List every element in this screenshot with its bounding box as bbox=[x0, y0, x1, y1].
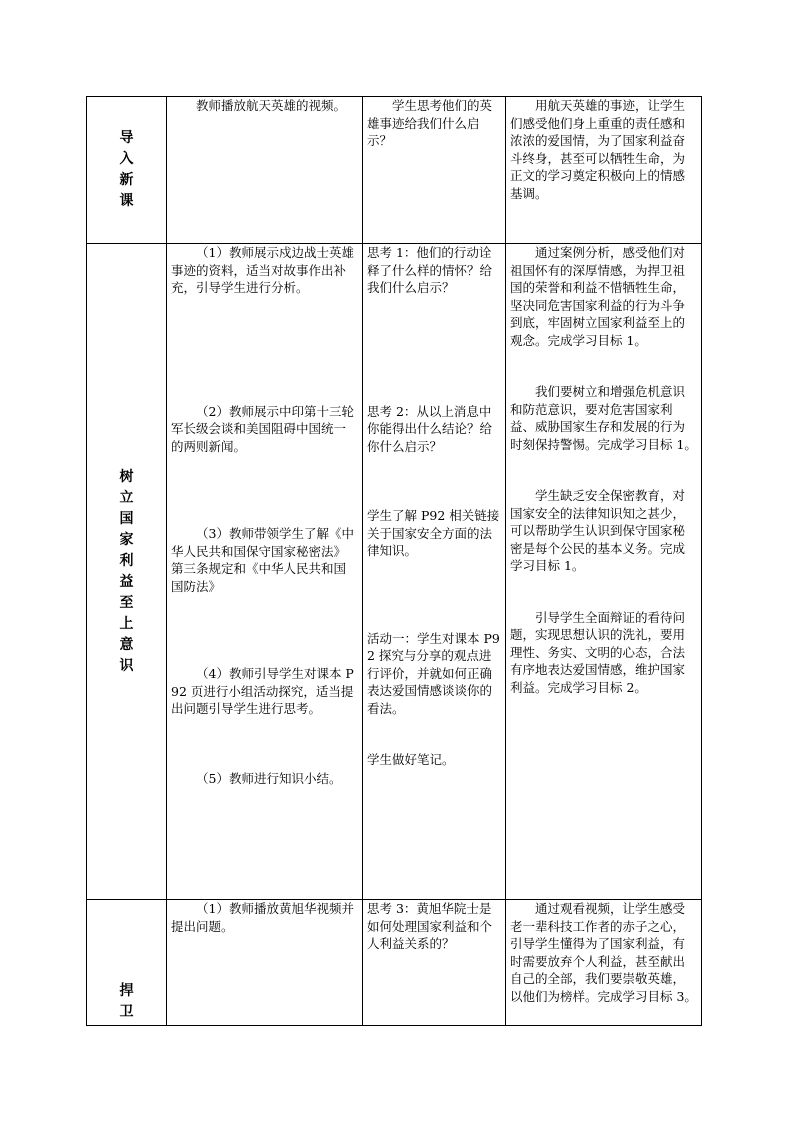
lesson-plan-table bbox=[86, 96, 702, 1026]
table-row bbox=[87, 244, 702, 900]
teacher-activity-cell bbox=[167, 244, 363, 900]
stage-char: 上 bbox=[119, 615, 134, 632]
stage-cell bbox=[87, 97, 167, 244]
student-activity-text: 学生做好笔记。 bbox=[367, 752, 455, 767]
design-intent-cell bbox=[506, 900, 702, 1026]
table-row bbox=[87, 97, 702, 244]
teacher-activity-text: （5）教师进行知识小结。 bbox=[196, 770, 342, 786]
student-activity-text: 思考 2：从以上消息中你能得出什么结论？给你什么启示？ bbox=[367, 403, 493, 454]
teacher-activity-text: （1）教师展示戍边战士英雄事迹的资料，适当对故事作出补充，引导学生进行分析。 bbox=[171, 245, 354, 295]
design-intent-cell bbox=[506, 97, 702, 244]
design-intent-text: 通过观看视频，让学生感受老一辈科技工作者的赤子之心，引导学生懂得为了国家利益，有时需要放弃个人利益，甚至献出自己的全部，我们要崇敬英雄，以他们为榜样。完成学习目标 3。 bbox=[510, 901, 697, 1004]
teacher-activity-text: （4）教师引导学生对课本 P92 页进行小组活动探究，适当提出问题引导学生进行思考。 bbox=[171, 666, 354, 716]
stage-char: 课 bbox=[119, 193, 134, 209]
table-row bbox=[87, 900, 702, 1026]
teacher-activity-text: （3）教师带领学生了解《中华人民共和国保守国家秘密法》第三条规定和《中华人民共和国国防法》 bbox=[171, 526, 354, 594]
teacher-activity-text: 教师播放航天英雄的视频。 bbox=[196, 98, 347, 113]
stage-char: 利 bbox=[119, 552, 134, 569]
student-activity-cell bbox=[363, 244, 506, 900]
teacher-activity-text: （1）教师播放黄旭华视频并提出问题。 bbox=[171, 901, 354, 934]
student-activity-text: 学生思考他们的英雄事迹给我们什么启示？ bbox=[367, 98, 493, 148]
design-intent-cell bbox=[506, 244, 702, 900]
student-activity-cell bbox=[363, 900, 506, 1026]
stage-char: 立 bbox=[119, 489, 134, 506]
teacher-activity-cell bbox=[167, 900, 363, 1026]
stage-char: 至 bbox=[119, 594, 134, 611]
stage-char: 卫 bbox=[119, 1004, 134, 1020]
stage-char: 识 bbox=[119, 657, 134, 674]
design-intent-text: 我们要树立和增强危机意识和防范意识，要对危害国家利益、威胁国家生存和发展的行为时刻保持警惕。完成学习目标 1。 bbox=[510, 384, 697, 452]
teacher-activity-cell bbox=[167, 97, 363, 244]
stage-char: 家 bbox=[119, 531, 134, 548]
stage-char: 入 bbox=[119, 151, 134, 167]
stage-char: 国 bbox=[119, 510, 134, 527]
design-intent-text: 用航天英雄的事迹，让学生们感受他们身上重重的责任感和浓浓的爱国情，为了国家利益奋斗终身，甚至可以牺牲生命，为正文的学习奠定积极向上的情感基调。 bbox=[510, 98, 686, 201]
stage-char: 新 bbox=[119, 172, 134, 188]
stage-cell bbox=[87, 244, 167, 900]
student-activity-text: 思考 3：黄旭华院士是如何处理国家利益和个人利益关系的？ bbox=[367, 901, 493, 951]
stage-cell bbox=[87, 900, 167, 1026]
student-activity-text: 活动一：学生对课本 P92 探究与分享的观点进行评价，并就如何正确表达爱国情感谈谈你的看法。 bbox=[367, 630, 500, 716]
design-intent-text: 学生缺乏安全保密教育，对国家安全的法律知识知之甚少，可以帮助学生认识到保守国家秘密是每个公民的基本义务。完成学习目标 1。 bbox=[510, 488, 686, 573]
design-intent-text: 通过案例分析，感受他们对祖国怀有的深厚情感，为捍卫祖国的荣誉和利益不惜牺牲生命，坚决同危害国家利益的行为斗争到底，牢固树立国家利益至上的观念。完成学习目标 1。 bbox=[510, 245, 686, 348]
student-activity-text: 思考 1：他们的行动诠释了什么样的情怀？给我们什么启示？ bbox=[367, 245, 493, 295]
stage-char: 捍 bbox=[119, 983, 134, 999]
student-activity-text: 学生了解 P92 相关链接关于国家安全方面的法律知识。 bbox=[367, 508, 500, 558]
stage-char: 树 bbox=[119, 468, 134, 485]
stage-char: 导 bbox=[119, 130, 134, 146]
stage-char: 益 bbox=[119, 573, 134, 590]
stage-char: 意 bbox=[119, 636, 134, 653]
teacher-activity-text: （2）教师展示中印第十三轮军长级会谈和美国阻碍中国统一的两则新闻。 bbox=[171, 403, 354, 454]
student-activity-cell bbox=[363, 97, 506, 244]
design-intent-text: 引导学生全面辩证的看待问题，实现思想认识的洗礼，要用理性、务实、文明的心态，合法有序地表达爱国情感，维护国家利益。完成学习目标 2。 bbox=[510, 609, 686, 695]
